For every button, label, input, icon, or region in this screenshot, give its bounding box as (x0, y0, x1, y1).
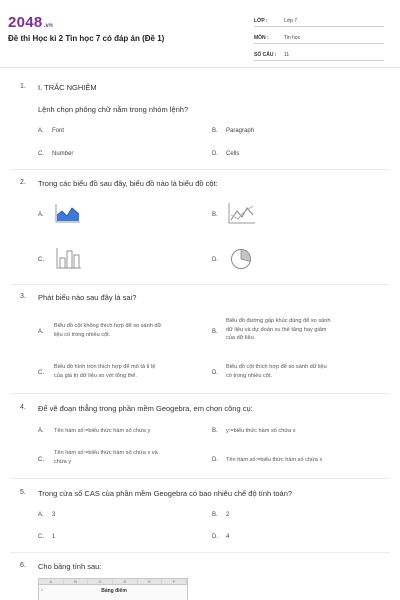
option-letter: D. (212, 257, 218, 263)
option-line: của dữ liệu. (226, 335, 256, 341)
question-number: 1. (20, 83, 26, 90)
meta-value: 11 (284, 52, 290, 58)
option-text: Paragraph (226, 128, 255, 134)
option-line: của giá trị dữ liệu so với tổng thể. (54, 372, 137, 379)
pie-chart-icon (230, 248, 252, 275)
exam-header (0, 0, 400, 68)
option-line: liệu có trong nhiều cột. (54, 331, 111, 338)
option-letter: D. (212, 457, 218, 463)
logo-sub: .vn (43, 23, 54, 29)
line-chart-icon (228, 202, 256, 229)
option-line: Tên hàm số:=biểu thức hàm số chứa x (226, 457, 323, 463)
question-number: 5. (20, 489, 26, 496)
section-heading: I. TRẮC NGHIỆM (38, 83, 97, 92)
option-letter: D. (212, 370, 218, 376)
option-text (226, 456, 322, 465)
option-letter: B. (212, 428, 218, 434)
option-line: Biểu đồ cột thích hợp để so sánh dữ liệu (226, 364, 327, 370)
option-letter: C. (38, 151, 44, 157)
option-a[interactable] (38, 212, 52, 218)
option-line: chứa y (54, 458, 72, 465)
option-text (54, 322, 161, 339)
option-c[interactable] (38, 534, 55, 540)
option-text (226, 427, 296, 436)
spreadsheet-column-headers (39, 579, 187, 585)
site-logo[interactable] (8, 14, 53, 31)
meta-row-count (254, 48, 384, 61)
meta-value: Tin học (284, 35, 301, 41)
option-text: 3 (52, 512, 56, 518)
option-line: Biểu đồ cột không thích hợp để so sánh dữ (54, 323, 162, 329)
option-line: Tên hàm số:=biểu thức hàm số chứa y (54, 428, 151, 434)
meta-row-subject (254, 31, 384, 44)
option-text (54, 363, 155, 380)
page-title: Đề thi Học kì 2 Tin học 7 có đáp án (Đề 1) (8, 34, 165, 43)
question-text: Trong cửa sổ CAS của phần mềm Geogebra có bao nhiêu chế độ tính toán? (38, 489, 293, 498)
option-line: có trong nhiều cột. (226, 372, 273, 379)
divider (10, 284, 390, 285)
option-line: Biểu đồ hình tròn thích hợp để mô tả tỉ lệ (54, 364, 156, 370)
option-line: y:=biểu thức hàm số chứa x (226, 428, 296, 434)
option-letter: C. (38, 257, 44, 263)
question-text: Cho bảng tính sau: (38, 562, 102, 571)
option-text (226, 317, 330, 343)
option-letter: B. (212, 512, 218, 518)
meta-row-class (254, 14, 384, 27)
option-line: dữ liệu và dự đoán xu thế tăng hay giảm (226, 326, 327, 333)
option-c[interactable] (38, 151, 73, 157)
row-number: 1 (41, 588, 43, 592)
option-text: Font (52, 128, 65, 134)
bar-chart-icon (56, 247, 82, 274)
option-text: Number (52, 151, 74, 157)
divider (10, 393, 390, 394)
option-letter: D. (212, 151, 218, 157)
option-text: 1 (52, 534, 56, 540)
column-header: D (113, 579, 138, 584)
option-text (226, 363, 327, 380)
option-text: 2 (226, 512, 230, 518)
option-letter: C. (38, 457, 44, 463)
option-b[interactable] (212, 512, 229, 518)
option-c[interactable] (38, 257, 52, 263)
option-b[interactable] (212, 212, 226, 218)
question-number: 3. (20, 293, 26, 300)
question-text: Trong các biểu đồ sau đây, biểu đồ nào là biểu đồ cột: (38, 179, 218, 188)
spreadsheet-image (38, 578, 188, 600)
question-number: 2. (20, 179, 26, 186)
option-letter: B. (212, 329, 218, 335)
option-letter: B. (212, 128, 218, 134)
column-header: E (138, 579, 163, 584)
option-a[interactable] (38, 128, 64, 134)
option-letter: A. (38, 212, 44, 218)
option-letter: D. (212, 534, 218, 540)
divider (10, 552, 390, 553)
option-line: Tên hàm số:=biểu thức hàm số chứa x và (54, 450, 158, 456)
option-letter: A. (38, 512, 44, 518)
option-letter: A. (38, 329, 44, 335)
option-text (54, 427, 150, 436)
option-line: Biểu đồ đường gấp khúc dùng để so sánh (226, 318, 331, 324)
option-letter: C. (38, 370, 44, 376)
question-text: Phát biểu nào sau đây là sai? (38, 293, 137, 302)
option-letter: C. (38, 534, 44, 540)
divider (10, 478, 390, 479)
question-number: 6. (20, 562, 26, 569)
column-header: F (162, 579, 187, 584)
option-letter: A. (38, 428, 44, 434)
spreadsheet-title: Bảng điểm (101, 588, 127, 594)
column-header: B (64, 579, 89, 584)
column-header: A (39, 579, 64, 584)
question-text: Lệnh chọn phông chữ nằm trong nhóm lệnh? (38, 105, 189, 114)
meta-key: SỐ CÂU : (254, 52, 277, 58)
divider (10, 169, 390, 170)
option-text (54, 449, 158, 466)
option-text: Cells (226, 151, 240, 157)
option-a[interactable] (38, 512, 55, 518)
option-d[interactable] (212, 151, 239, 157)
option-d[interactable] (212, 534, 229, 540)
option-letter: B. (212, 212, 218, 218)
option-d[interactable] (212, 257, 226, 263)
meta-value: Lớp 7 (284, 18, 298, 24)
exam-meta (254, 14, 384, 65)
option-letter: A. (38, 128, 44, 134)
column-header: C (88, 579, 113, 584)
option-b[interactable] (212, 128, 254, 134)
question-number: 4. (20, 404, 26, 411)
area-chart-icon (55, 203, 81, 228)
meta-key: LỚP : (254, 18, 268, 24)
option-text: 4 (226, 534, 230, 540)
question-text: Để vẽ đoạn thẳng trong phần mềm Geogebra, em chọn công cụ: (38, 404, 253, 413)
logo-main: 2048 (8, 14, 43, 31)
meta-key: MÔN : (254, 35, 269, 41)
